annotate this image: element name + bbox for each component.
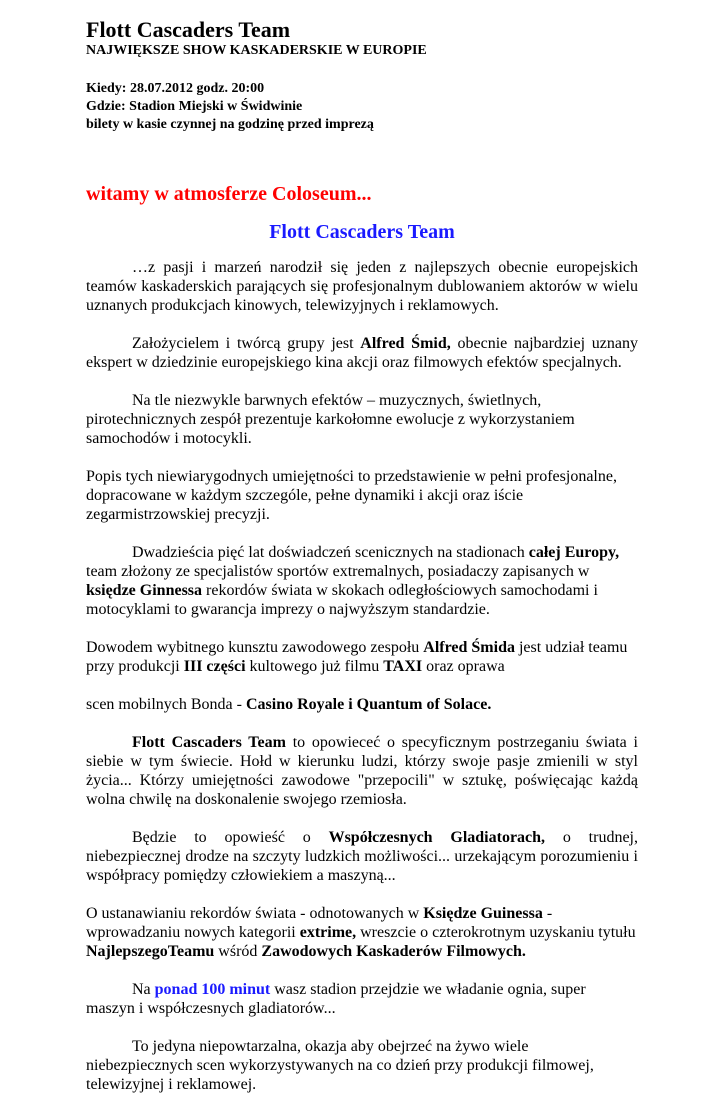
section-title: Flott Cascaders Team [269, 221, 455, 243]
paragraph-story [86, 733, 638, 809]
duration-highlight: ponad 100 minut [154, 981, 271, 998]
paragraph-effects: Na tle niezwykle barwnych efektów – muzycznych, świetlnych, pirotechnicznych zespół prezentuje karkołomne ewolucje z wykorzystaniem samochodów i motocykli. [86, 392, 575, 447]
text: wśród [214, 943, 262, 960]
paragraph-records [86, 904, 638, 961]
founder-name: Alfred Śmid, [360, 335, 451, 352]
paragraph-experience [86, 543, 638, 619]
welcome-heading: witamy w atmosferze Coloseum... [86, 183, 372, 205]
bold-text: III części [183, 658, 246, 675]
paragraph-duration [86, 980, 638, 1018]
text: scen mobilnych Bonda - [86, 696, 246, 713]
bold-text: extrime, [299, 924, 357, 941]
bold-text: Flott Cascaders Team [132, 734, 286, 751]
text: oraz oprawa [422, 658, 505, 675]
text: team złożony ze specjalistów sportów extremalnych, posiadaczy zapisanych w [86, 563, 590, 580]
text: Dowodem wybitnego kunsztu zawodowego zespołu [86, 639, 424, 656]
bold-text: Księdze Guinessa [423, 905, 543, 922]
text: o trudnej, niebezpiecznej drodze na szczyty ludzkich możliwości... urzekającym porozumieniu i współpracy pomiędzy człowiekiem a maszyną... [86, 829, 638, 884]
text: Będzie to opowieść o [132, 829, 329, 846]
bold-text: Casino Royale i Quantum of Solace. [245, 696, 492, 713]
text: - wprowadzaniu nowych kategorii [86, 905, 553, 941]
text: obecnie najbardziej uznany ekspert w dziedzinie europejskiego kina akcji oraz filmowych efektów specjalnych. [86, 335, 638, 371]
paragraph-closing: To jedyna niepowtarzalna, okazja aby obejrzeć na żywo wiele niebezpiecznych scen wykorzystywanych na co dzień przy produkcji filmowej, telewizyjnej i reklamowej. [86, 1038, 594, 1093]
text: Dwadzieścia pięć lat doświadczeń scenicznych na stadionach [132, 544, 529, 561]
ticket-info: bilety w kasie czynnej na godzinę przed imprezą [86, 117, 374, 132]
text: O ustanawianiu rekordów świata - odnotowanych w [86, 905, 424, 922]
paragraph-gladiators [86, 828, 638, 885]
paragraph-bond [86, 695, 638, 714]
text: Na [132, 981, 155, 998]
paragraph-show: Popis tych niewiarygodnych umiejętności to przedstawienie w pełni profesjonalne, dopracowane w każdym szczególe, pełne dynamiki i akcji oraz iście zegarmistrzowskiej precyzji. [86, 468, 617, 523]
text: rekordów świata w skokach odległościowych samochodami i motocyklami to gwarancja imprezy o najwyższym standardzie. [86, 582, 598, 618]
paragraph-taxi [86, 638, 638, 676]
text: to opowieceć o specyficznym postrzeganiu świata i siebie w tym świecie. Hołd w kierunku ludzi, którzy swoje pasje zmienili w styl życia... Którzy umiejętności zawodowe "przepocili" w sztukę, poświęcając każdą wolna chwilę na doskonalenie swojego rzemiosła. [86, 734, 638, 808]
text: kultowego już filmu [245, 658, 384, 675]
paragraph-founder [86, 334, 638, 372]
page-subtitle: NAJWIĘKSZE SHOW KASKADERSKIE W EUROPIE [86, 43, 427, 58]
bold-text: Współczesnych Gladiatorach, [328, 829, 546, 846]
bold-text: Alfred Śmida [423, 639, 515, 656]
event-info [86, 80, 638, 134]
bold-text: TAXI [383, 658, 423, 675]
document-page [86, 18, 638, 1094]
page-title: Flott Cascaders Team [86, 17, 291, 42]
bold-text: księdze Ginnessa [86, 582, 203, 599]
paragraph-intro: …z pasji i marzeń narodził się jeden z najlepszych obecnie europejskich teamów kaskaderskich parających się profesjonalnym dublowaniem aktorów w wielu uznanych produkcjach kinowych, telewizyjnych i reklamowych. [86, 259, 638, 314]
event-date: Kiedy: 28.07.2012 godz. 20:00 [86, 81, 265, 96]
bold-text: NajlepszegoTeamu [86, 943, 215, 960]
text: wreszcie o czterokrotnym uzyskaniu tytułu [356, 924, 636, 941]
text: jest udział teamu przy produkcji [86, 639, 628, 675]
text: wasz stadion przejdzie we władanie ognia, super maszyn i współczesnych gladiatorów... [86, 981, 586, 1017]
bold-text: Zawodowych Kaskaderów Filmowych. [261, 943, 526, 960]
text: Założycielem i twórcą grupy jest [132, 335, 361, 352]
event-location: Gdzie: Stadion Miejski w Świdwinie [86, 99, 303, 114]
bold-text: całej Europy, [528, 544, 620, 561]
